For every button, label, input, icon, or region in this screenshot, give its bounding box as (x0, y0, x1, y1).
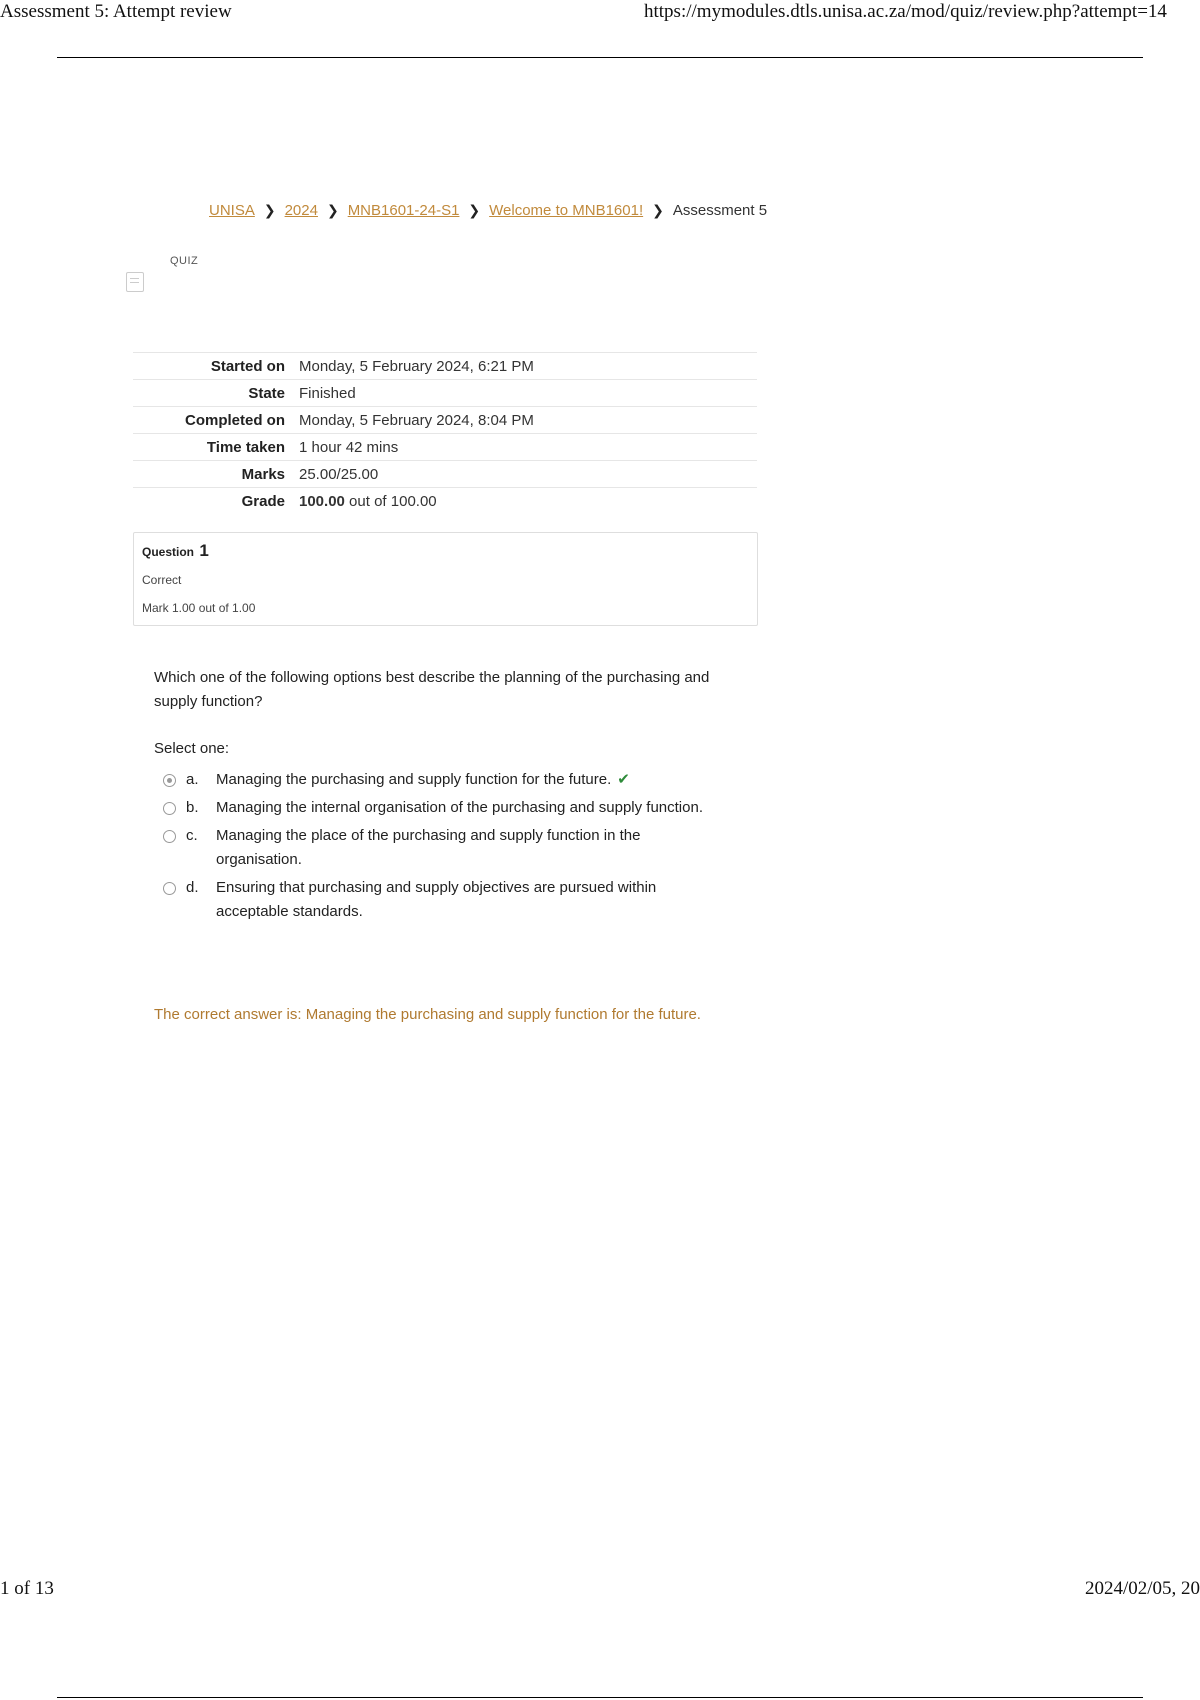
summary-label: State (248, 384, 285, 402)
correct-answer-feedback: The correct answer is: Managing the purchasing and supply function for the future. (154, 1006, 701, 1023)
summary-label: Started on (210, 357, 285, 375)
summary-value: Finished (299, 384, 356, 402)
summary-value: Monday, 5 February 2024, 6:21 PM (299, 357, 534, 375)
summary-value: 25.00/25.00 (299, 465, 379, 483)
summary-value: Monday, 5 February 2024, 8:04 PM (299, 411, 534, 429)
print-url: https://mymodules.dtls.unisa.ac.za/mod/quiz/review.php?attempt=14 (644, 1, 1167, 22)
summary-label: Completed on (185, 411, 285, 429)
print-title: Assessment 5: Attempt review (0, 1, 232, 22)
answer-letter: b. (186, 799, 199, 816)
breadcrumb-link-welcome[interactable]: Welcome to MNB1601! (489, 202, 644, 219)
table-row (133, 434, 757, 461)
table-row (133, 488, 757, 515)
summary-label: Marks (241, 465, 285, 483)
answer-letter: d. (186, 879, 199, 896)
answer-option-b (162, 796, 722, 820)
table-row (133, 353, 757, 380)
table-row (133, 461, 757, 488)
answer-prompt: Select one: (154, 740, 230, 757)
header-rule (57, 57, 1143, 58)
activity-type-label: QUIZ (170, 255, 199, 267)
radio-icon[interactable] (163, 830, 176, 843)
print-header (0, 0, 1200, 26)
summary-value: 1 hour 42 mins (299, 438, 399, 456)
grade-value: 100.00 (299, 492, 345, 510)
answer-letter: c. (186, 827, 198, 844)
question-state: Correct (142, 573, 182, 587)
answer-text: Managing the internal organisation of the purchasing and supply function. (216, 799, 703, 816)
breadcrumb-link-course[interactable]: MNB1601-24-S1 (347, 202, 460, 219)
check-icon: ✔ (617, 771, 630, 788)
question-text: Which one of the following options best describe the planning of the purchasing and supply function? (154, 669, 710, 710)
breadcrumb-link-unisa[interactable]: UNISA (209, 202, 255, 219)
question-grade: Mark 1.00 out of 1.00 (142, 601, 256, 615)
print-footer (0, 1578, 1200, 1604)
grade-out-of: out of 100.00 (344, 492, 437, 510)
question-number (142, 541, 209, 561)
breadcrumb (209, 202, 767, 219)
summary-label: Grade (241, 492, 285, 510)
quiz-icon (126, 272, 144, 292)
radio-icon[interactable] (163, 882, 176, 895)
breadcrumb-current: Assessment 5 (672, 202, 768, 219)
print-date: 2024/02/05, 20 (1085, 1578, 1200, 1599)
chevron-right-icon: ❯ (468, 202, 481, 218)
summary-label: Time taken (206, 438, 285, 456)
answer-text: Managing the place of the purchasing and supply function in the organisation. (216, 827, 641, 868)
radio-icon[interactable] (163, 774, 176, 787)
footer-rule (57, 1697, 1143, 1698)
answer-option-a (162, 768, 722, 792)
answer-text: Managing the purchasing and supply function for the future. (216, 771, 612, 788)
breadcrumb-link-year[interactable]: 2024 (284, 202, 318, 219)
summary-value (293, 488, 757, 515)
answer-text: Ensuring that purchasing and supply objectives are pursued within acceptable standards. (216, 879, 657, 920)
table-row (133, 380, 757, 407)
question-number-value: 1 (199, 541, 209, 560)
question-label: Question (142, 545, 195, 559)
table-row (133, 407, 757, 434)
answer-list (162, 768, 722, 928)
attempt-summary-table (133, 352, 757, 515)
chevron-right-icon: ❯ (652, 202, 664, 218)
answer-letter: a. (186, 771, 199, 788)
answer-option-d (162, 876, 722, 924)
radio-icon[interactable] (163, 802, 176, 815)
answer-option-c (162, 824, 722, 872)
chevron-right-icon: ❯ (326, 202, 339, 218)
question-info-box (133, 532, 758, 626)
chevron-right-icon: ❯ (263, 202, 276, 218)
page-count: 1 of 13 (0, 1578, 54, 1599)
